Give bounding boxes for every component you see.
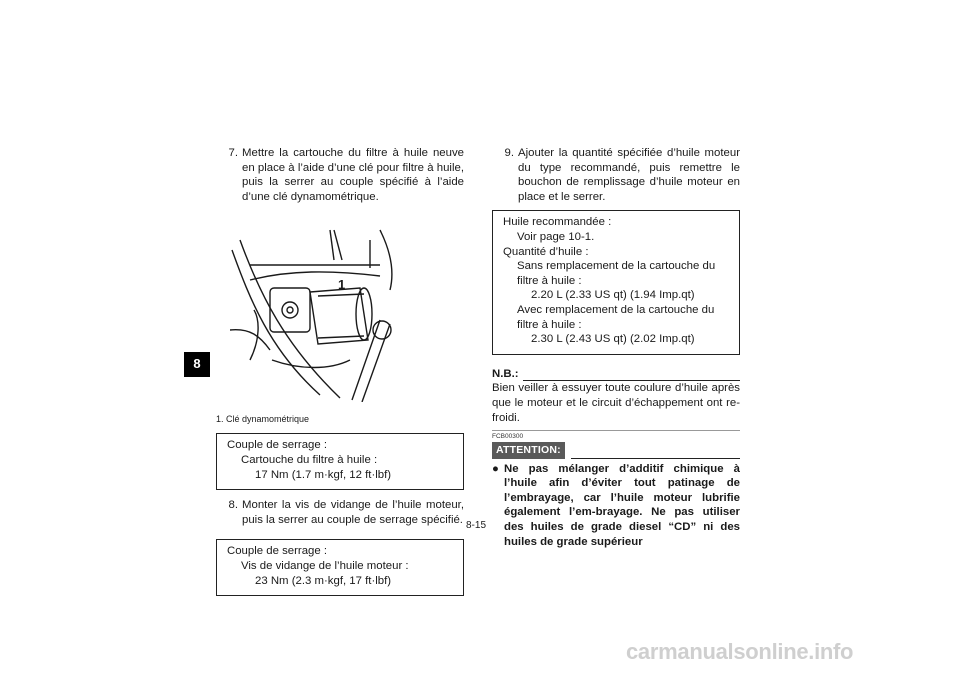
chapter-tab: 8 [184,352,210,377]
figure-caption: 1. Clé dynamométrique [216,414,310,425]
nb-label: N.B.: [492,367,519,380]
watermark: carmanualsonline.info [626,639,854,664]
step-7-number: 7. [228,147,238,159]
spec-value: 17 Nm (1.7 m·kgf, 12 ft·lbf) [255,468,392,481]
nb-rule [523,370,740,381]
spec-value: 2.30 L (2.43 US qt) (2.02 Imp.qt) [531,333,695,346]
left-column [216,146,464,604]
reference-code: FCB00300 [492,433,524,441]
figure-callout-1: 1 [338,277,346,293]
step-9 [492,146,740,204]
attention-label: ATTENTION: [492,442,565,459]
section-divider [492,430,740,431]
right-column [492,146,740,549]
step-7 [216,146,464,204]
spec-value: 23 Nm (2.3 m·kgf, 17 ft·lbf) [255,574,392,587]
bullet-icon: ● [492,462,499,475]
torque-spec-drain-bolt [216,539,464,596]
oil-quantity-spec [492,210,740,354]
attention-bullet [492,462,740,550]
spec-item: Vis de vidange de l’huile moteur : [241,559,409,572]
attention-rule [571,458,740,459]
step-8-number: 8. [228,499,238,512]
step-9-number: 9. [504,147,514,159]
attention-heading [492,442,740,459]
spec-value: Voir page 10-1. [517,230,595,243]
spec-heading: Quantité d’huile : [503,245,589,258]
step-7-text: Mettre la cartouche du filtre à huile neuve en place à l’aide d’une clé pour filtre à huile, puis la serrer au couple spécifié à l’aide d’une clé dynamométrique. [242,147,464,203]
torque-spec-filter [216,433,464,490]
step-8-text: Monter la vis de vidange de l’huile moteur, puis la serrer au couple de serrage spécifié. [242,499,464,526]
spec-heading: Huile recommandée : [503,216,612,229]
oil-filter-illustration [230,210,400,402]
torque-wrench-figure [216,210,464,410]
nb-heading [492,367,740,382]
spec-heading: Couple de serrage : [227,439,328,452]
attention-text: Ne pas mélanger d’additif chimique à l’huile afin d’éviter tout patinage de l’embrayage, car l’huile moteur lubrifie également l’em-brayage. Ne pas utiliser des huiles de grade diesel “CD” ni des huiles de grade supérieur [504,462,740,548]
nb-text: Bien veiller à essuyer toute coulure d’huile après que le moteur et le circuit d’échappement ont re-froidi. [492,382,740,424]
spec-heading: Couple de serrage : [227,545,328,558]
step-9-text: Ajouter la quantité spécifiée d’huile moteur du type recommandé, puis remettre le bouchon de remplissage d’huile moteur en place et le serrer. [518,147,740,203]
spec-item: Cartouche du filtre à huile : [241,453,378,466]
spec-item: Sans remplacement de la cartouche du filtre à huile : [517,260,716,287]
spec-item: Avec remplacement de la cartouche du filtre à huile : [517,303,715,331]
spec-value: 2.20 L (2.33 US qt) (1.94 Imp.qt) [531,289,695,302]
step-8 [216,498,464,527]
page-number: 8-15 [466,520,487,531]
